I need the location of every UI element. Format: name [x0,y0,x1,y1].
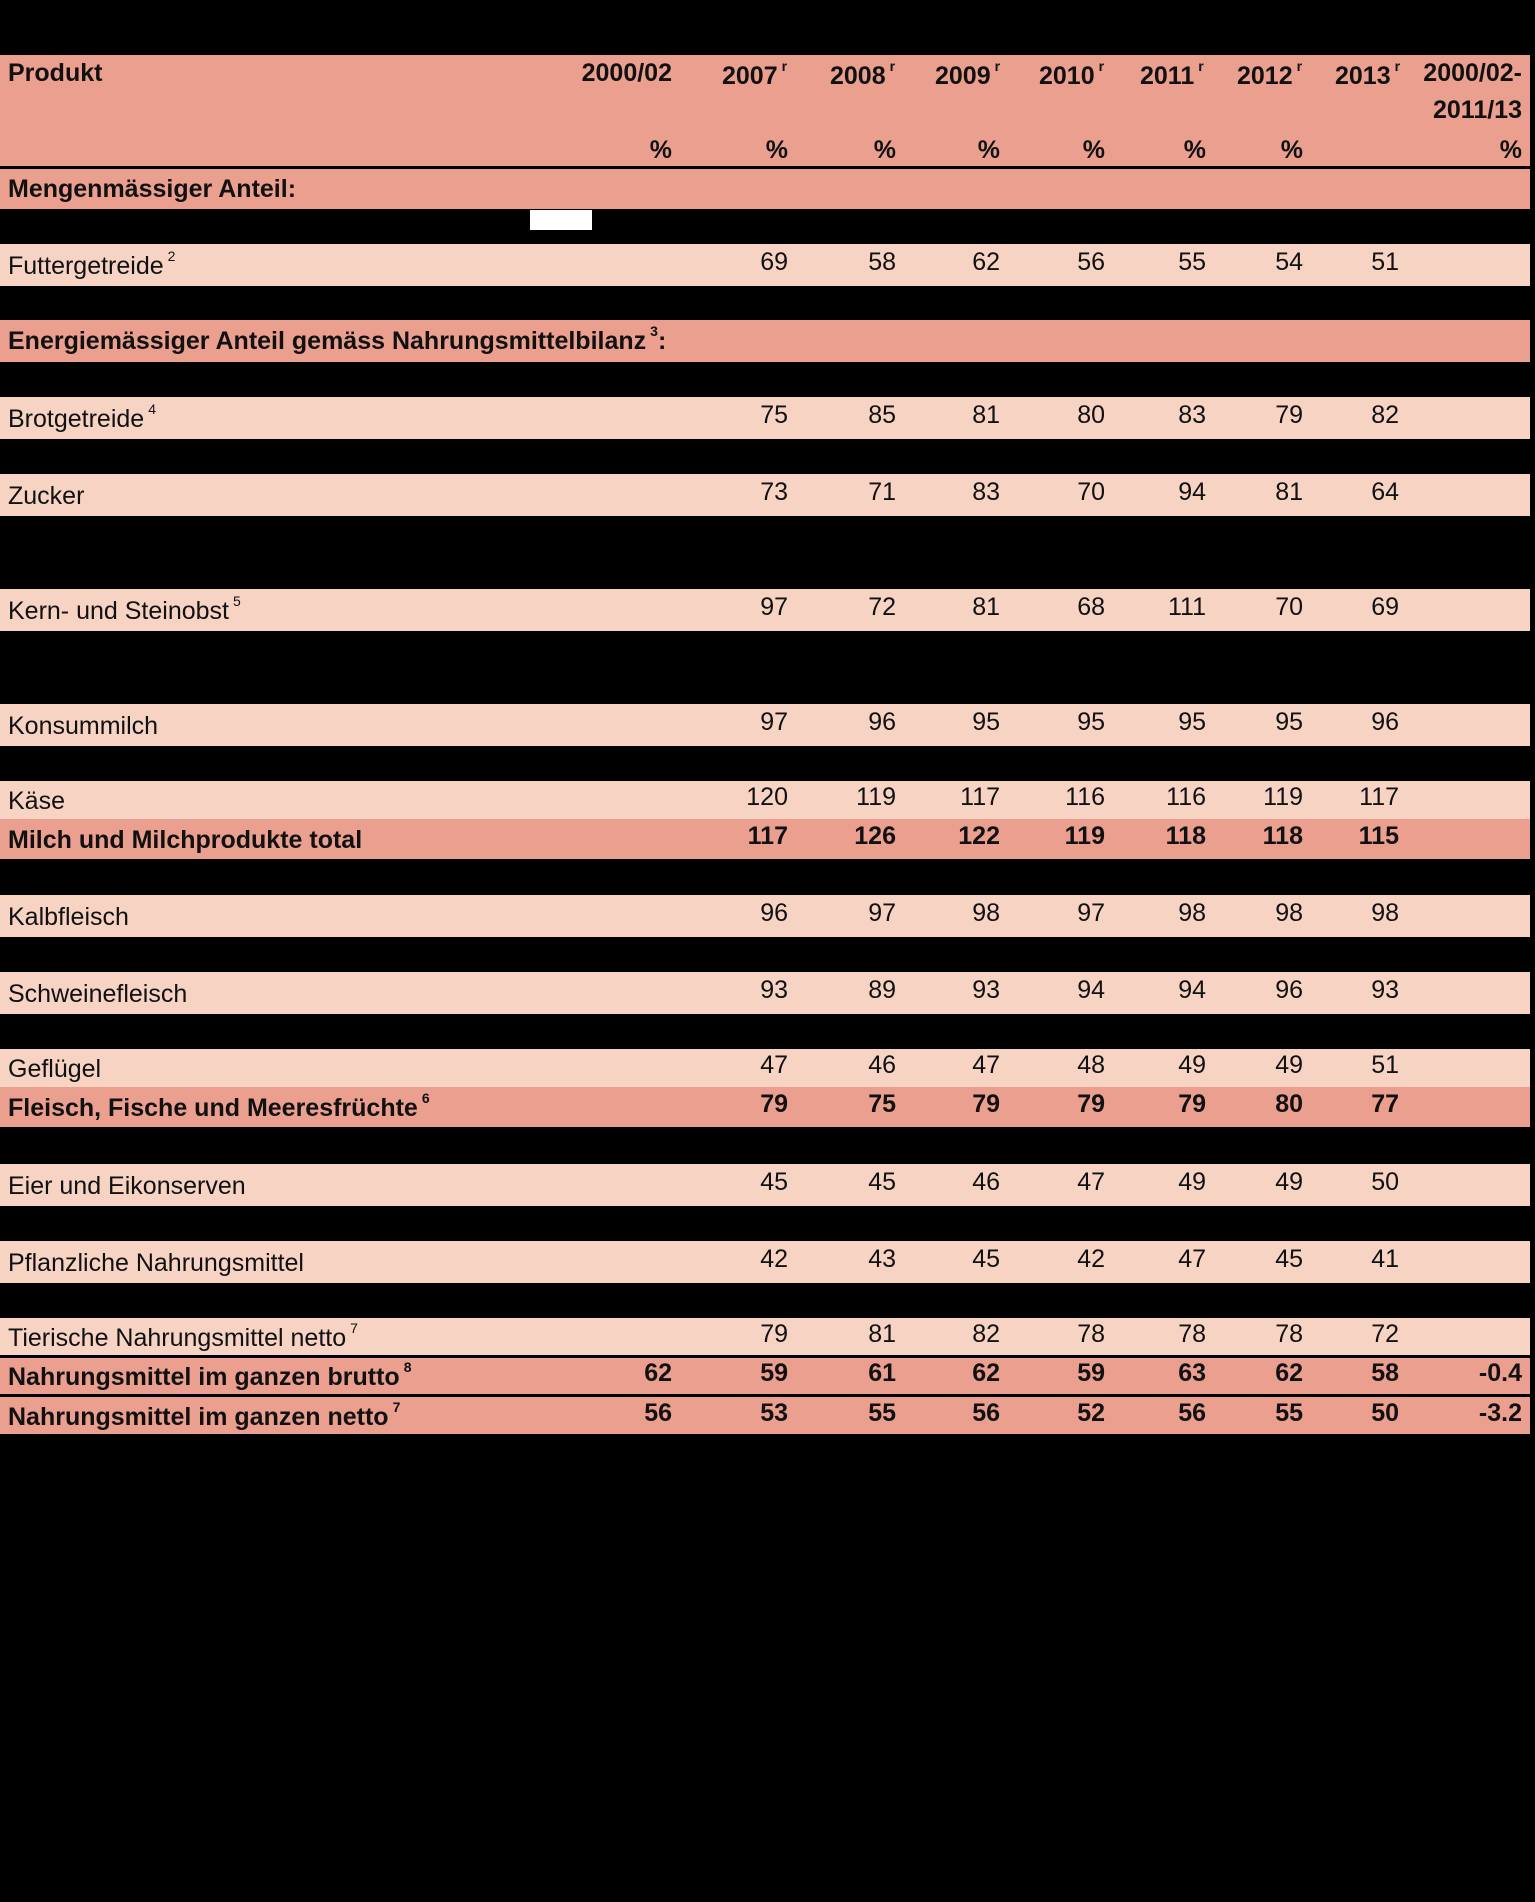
unit-change: % [1499,136,1522,164]
cell-2011: 78 [1178,1320,1206,1348]
cell-2010: 79 [1077,1090,1105,1118]
cell-2007: 93 [760,976,788,1004]
table-row-tierische-netto [0,1318,1530,1355]
cell-2008: 75 [868,1090,896,1118]
row-label: Milch und Milchprodukte total [8,826,363,854]
cell-2012: 49 [1275,1168,1303,1196]
cell-2013: 82 [1371,401,1399,429]
table-row-nahrungsmittel-brutto [0,1358,1530,1394]
cell-2009: 95 [972,708,1000,736]
cell-2008: 96 [868,708,896,736]
table-row-gefluegel [0,1049,1530,1087]
cell-2011: 94 [1178,976,1206,1004]
cell-2007: 79 [760,1320,788,1348]
cell-2008: 71 [868,478,896,506]
cell-2009: 117 [960,783,1000,811]
cell-2009: 47 [972,1051,1000,1079]
row-label: Schweinefleisch [8,980,188,1008]
table-row-schweinefleisch [0,972,1530,1014]
cell-2012: 119 [1263,783,1303,811]
section-energie-label: Energiemässiger Anteil gemäss Nahrungsmittelbilanz $^3$: [8,322,667,355]
white-mark [530,210,592,230]
table-row-kern-und-steinobst [0,589,1530,631]
cell-2012: 96 [1275,976,1303,1004]
totals-divider-top [0,1355,1530,1358]
header-change-line2: 2011/13 [1433,96,1522,124]
cell-2009: 93 [972,976,1000,1004]
cell-2011: 49 [1178,1051,1206,1079]
cell-2012: 78 [1275,1320,1303,1348]
cell-2007: 59 [760,1359,788,1387]
unit-2012: % [1280,136,1303,164]
cell-2013: 41 [1371,1245,1399,1273]
cell-2007: 97 [760,708,788,736]
row-label: Kern- und Steinobst $^5$ [8,592,241,625]
cell-2011: 111 [1167,593,1206,621]
cell-2008: 126 [854,822,896,850]
cell-2009: 98 [972,899,1000,927]
table-row-pflanzliche-nahrungsmittel [0,1241,1530,1283]
row-label: Eier und Eikonserven [8,1172,246,1200]
cell-2008: 61 [868,1359,896,1387]
cell-2000-02: 62 [644,1359,672,1387]
cell-2008: 58 [868,248,896,276]
header-change-line1: 2000/02- [1423,59,1522,87]
cell-2012: 80 [1275,1090,1303,1118]
row-label: Konsummilch [8,712,159,740]
cell-2012: 45 [1275,1245,1303,1273]
cell-2013: 64 [1371,478,1399,506]
cell-2009: 46 [972,1168,1000,1196]
header-year-2010: 2010 $^r$ [1039,57,1105,90]
cell-2007: 69 [760,248,788,276]
cell-2011: 63 [1178,1359,1206,1387]
cell-2011: 47 [1178,1245,1206,1273]
cell-2009: 81 [972,593,1000,621]
table-row-futtergetreide [0,244,1530,286]
cell-2012: 62 [1275,1359,1303,1387]
cell-2010: 97 [1077,899,1105,927]
cell-2009: 122 [958,822,1000,850]
cell-2013: 77 [1371,1090,1399,1118]
cell-2013: 96 [1371,708,1399,736]
header-year-2011: 2011 $^r$ [1140,57,1204,90]
cell-2010: 68 [1077,593,1105,621]
cell-2007: 117 [747,822,788,850]
row-label: Geflügel [8,1055,102,1083]
header-year-2012: 2012 $^r$ [1237,57,1303,90]
cell-2010: 116 [1065,783,1105,811]
unit-2011: % [1183,136,1206,164]
cell-2011: 95 [1178,708,1206,736]
header-year-2008: 2008 $^r$ [830,57,896,90]
cell-2007: 42 [760,1245,788,1273]
cell-2012: 81 [1275,478,1303,506]
cell-2010: 59 [1077,1359,1105,1387]
table-row-brotgetreide [0,397,1530,439]
cell-2013: 50 [1371,1399,1399,1427]
cell-2013: 58 [1371,1359,1399,1387]
cell-2007: 45 [760,1168,788,1196]
cell-2013: 51 [1371,248,1399,276]
cell-2011: 56 [1178,1399,1206,1427]
cell-change: -0.4 [1478,1359,1522,1387]
header-year-2013: 2013 $^r$ [1335,57,1401,90]
row-label: Kalbfleisch [8,903,129,931]
row-label: Futtergetreide $^2$ [8,247,176,280]
cell-2010: 70 [1077,478,1105,506]
cell-2010: 119 [1064,822,1105,850]
unit-2008: % [873,136,896,164]
cell-2011: 49 [1178,1168,1206,1196]
cell-2010: 42 [1077,1245,1105,1273]
cell-2007: 79 [760,1090,788,1118]
row-label: Nahrungsmittel im ganzen netto $^7$ [8,1398,401,1431]
table-row-nahrungsmittel-netto [0,1397,1530,1434]
cell-2012: 55 [1275,1399,1303,1427]
cell-2013: 69 [1371,593,1399,621]
cell-2010: 94 [1077,976,1105,1004]
cell-2008: 81 [868,1320,896,1348]
cell-2013: 50 [1371,1168,1399,1196]
cell-2011: 94 [1178,478,1206,506]
section-mengen-label: Mengenmässiger Anteil: [8,175,297,203]
row-label: Käse [8,787,65,815]
cell-2007: 53 [760,1399,788,1427]
header-produkt: Produkt [8,59,103,87]
cell-2000-02: 56 [644,1399,672,1427]
unit-2010: % [1082,136,1105,164]
cell-2008: 46 [868,1051,896,1079]
row-label: Nahrungsmittel im ganzen brutto $^8$ [8,1358,412,1391]
cell-2009: 56 [972,1399,1000,1427]
table-row-eier [0,1164,1530,1206]
cell-2012: 49 [1275,1051,1303,1079]
cell-2011: 83 [1178,401,1206,429]
unit-2000-02: % [649,136,672,164]
table-row-zucker [0,474,1530,516]
row-label: Fleisch, Fische und Meeresfrüchte $^6$ [8,1089,430,1122]
cell-2012: 95 [1275,708,1303,736]
cell-2012: 70 [1275,593,1303,621]
cell-2013: 115 [1358,822,1399,850]
totals-divider-mid [0,1394,1530,1397]
cell-2009: 62 [972,1359,1000,1387]
table-header [0,55,1530,168]
cell-2013: 51 [1371,1051,1399,1079]
table-row-konsummilch [0,704,1530,746]
cell-2008: 55 [868,1399,896,1427]
cell-2010: 56 [1077,248,1105,276]
cell-2007: 96 [760,899,788,927]
table-row-milch-total [0,819,1530,859]
cell-2012: 118 [1262,822,1303,850]
cell-2009: 62 [972,248,1000,276]
header-year-2007: 2007 $^r$ [722,57,788,90]
header-year-2000-02: 2000/02 [581,59,672,87]
header-year-2009: 2009 $^r$ [935,57,1001,90]
cell-2009: 81 [972,401,1000,429]
cell-2012: 98 [1275,899,1303,927]
cell-2008: 85 [868,401,896,429]
cell-2008: 43 [868,1245,896,1273]
cell-2011: 116 [1166,783,1206,811]
cell-2010: 80 [1077,401,1105,429]
cell-2009: 79 [972,1090,1000,1118]
cell-2008: 45 [868,1168,896,1196]
cell-2011: 79 [1178,1090,1206,1118]
row-label: Tierische Nahrungsmittel netto $^7$ [8,1319,358,1352]
cell-2010: 47 [1077,1168,1105,1196]
cell-2008: 89 [868,976,896,1004]
cell-2008: 119 [856,783,896,811]
cell-change: -3.2 [1478,1399,1522,1427]
cell-2011: 98 [1178,899,1206,927]
row-label: Zucker [8,482,85,510]
cell-2007: 47 [760,1051,788,1079]
cell-2011: 118 [1165,822,1206,850]
cell-2013: 98 [1371,899,1399,927]
cell-2010: 48 [1077,1051,1105,1079]
row-label: Pflanzliche Nahrungsmittel [8,1249,304,1277]
cell-2009: 45 [972,1245,1000,1273]
unit-2009: % [977,136,1000,164]
cell-2007: 97 [760,593,788,621]
cell-2010: 52 [1077,1399,1105,1427]
cell-2007: 120 [746,783,788,811]
cell-2007: 75 [760,401,788,429]
unit-2007: % [765,136,788,164]
cell-2010: 78 [1077,1320,1105,1348]
cell-2009: 82 [972,1320,1000,1348]
table-row-kalbfleisch [0,895,1530,937]
cell-2008: 72 [868,593,896,621]
cell-2008: 97 [868,899,896,927]
cell-2013: 72 [1371,1320,1399,1348]
cell-2010: 95 [1077,708,1105,736]
cell-2007: 73 [760,478,788,506]
table-row-kaese [0,781,1530,819]
section-energie [0,320,1530,362]
cell-2012: 54 [1275,248,1303,276]
table-row-fleisch-total [0,1087,1530,1127]
row-label: Brotgetreide $^4$ [8,400,156,433]
cell-2011: 55 [1178,248,1206,276]
cell-2013: 93 [1371,976,1399,1004]
cell-2012: 79 [1275,401,1303,429]
cell-2013: 117 [1359,783,1399,811]
section-mengen [0,169,1530,209]
cell-2009: 83 [972,478,1000,506]
